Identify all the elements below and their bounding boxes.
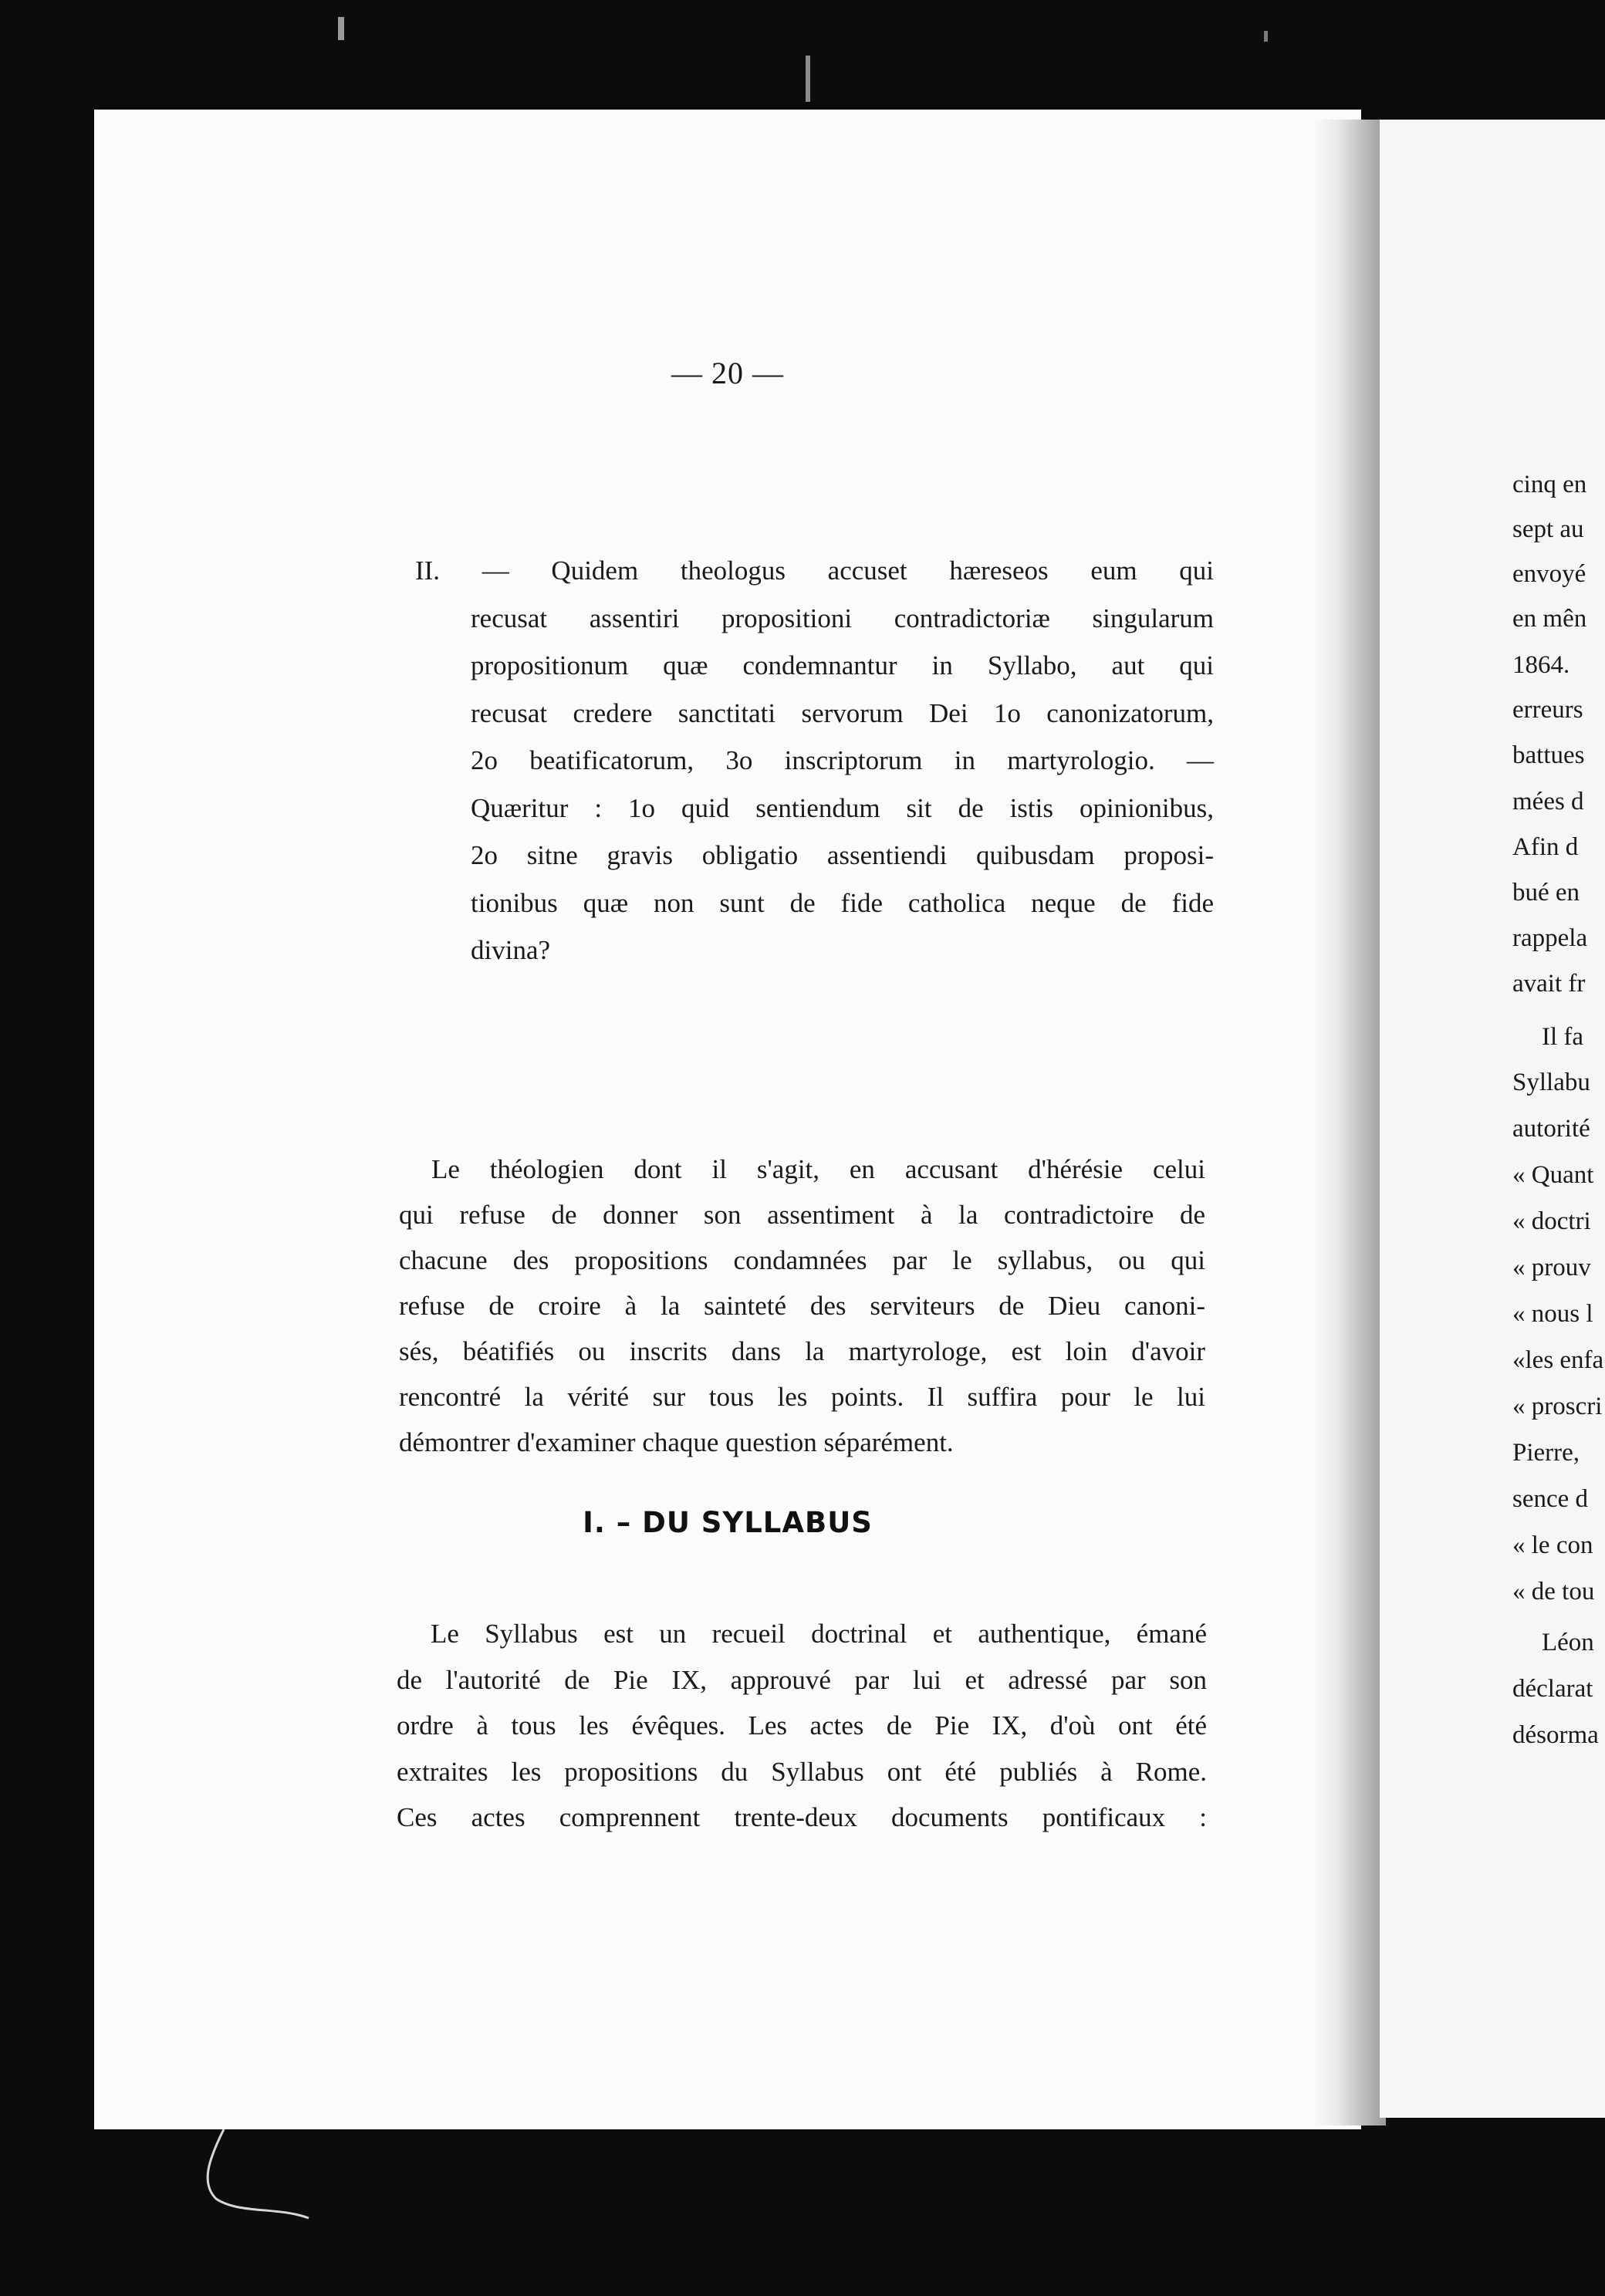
text-line: bué en (1512, 879, 1580, 907)
french-paragraph (399, 1146, 1205, 1465)
text-line: envoyé (1512, 560, 1586, 588)
text-line: rencontré la vérité sur tous les points. Il suffira pour le lui (399, 1382, 1205, 1412)
text-line: divina? (471, 935, 551, 965)
text-line: Ces actes comprennent trente-deux documents pontificaux : (397, 1802, 1207, 1832)
text-line: Le théologien dont il s'agit, en accusant d'hérésie celui (431, 1154, 1205, 1184)
text-line: Le Syllabus est un recueil doctrinal et authentique, émané (431, 1619, 1207, 1649)
text-line: battues (1512, 741, 1585, 769)
film-speck (1264, 31, 1268, 42)
latin-paragraph (415, 547, 1214, 974)
page-gutter-shadow (1312, 120, 1386, 2125)
text-line: « prouv (1512, 1254, 1591, 1281)
text-line: 1864. (1512, 651, 1570, 679)
text-line: erreurs (1512, 696, 1583, 724)
text-line: cinq en (1512, 471, 1587, 498)
text-line: Afin d (1512, 833, 1579, 861)
text-line: ordre à tous les évêques. Les actes de Pie IX, d'où ont été (397, 1710, 1207, 1741)
film-speck (338, 17, 344, 40)
text-line: II. — Quidem theologus accuset hæreseos eum qui (415, 555, 1214, 586)
text-line: Pierre, (1512, 1439, 1580, 1467)
text-line: Il fa (1542, 1023, 1584, 1051)
text-line: rappela (1512, 924, 1588, 952)
syllabus-paragraph (397, 1611, 1207, 1841)
text-line: sés, béatifiés ou inscrits dans la martyrologe, est loin d'avoir (399, 1336, 1205, 1366)
text-line: Léon (1542, 1629, 1594, 1656)
text-line: sept au (1512, 515, 1584, 543)
text-line: « de tou (1512, 1578, 1595, 1606)
text-line: propositionum quæ condemnantur in Syllabo, aut qui (471, 650, 1214, 680)
text-line: tionibus quæ non sunt de fide catholica neque de fide (471, 887, 1214, 918)
text-line: « nous l (1512, 1300, 1593, 1328)
text-line: «les enfa (1512, 1346, 1604, 1374)
text-line: 2o sitne gravis obligatio assentiendi quibusdam proposi- (471, 840, 1214, 870)
text-line: extraites les propositions du Syllabus ont été publiés à Rome. (397, 1756, 1207, 1787)
text-line: Syllabu (1512, 1069, 1590, 1096)
text-line: « Quant (1512, 1161, 1594, 1189)
text-line: en mên (1512, 605, 1587, 633)
thread-artifact (193, 2129, 332, 2222)
text-line: avait fr (1512, 970, 1586, 998)
text-line: sence d (1512, 1485, 1589, 1513)
text-line: démontrer d'examiner chaque question séparément. (399, 1427, 954, 1457)
text-line: mées d (1512, 788, 1584, 815)
text-line: chacune des propositions condamnées par le syllabus, ou qui (399, 1245, 1205, 1275)
text-line: recusat assentiri propositioni contradictoriæ singularum (471, 603, 1214, 633)
text-line: « doctri (1512, 1207, 1591, 1235)
text-line: de l'autorité de Pie IX, approuvé par lui et adressé par son (397, 1664, 1207, 1695)
page-number: — 20 — (671, 356, 784, 390)
text-line: déclarat (1512, 1675, 1593, 1703)
text-line: désorma (1512, 1721, 1599, 1749)
left-page (94, 110, 1361, 2129)
text-line: « proscri (1512, 1393, 1603, 1420)
text-line: qui refuse de donner son assentiment à la contradictoire de (399, 1200, 1205, 1230)
text-line: Quæritur : 1o quid sentiendum sit de istis opinionibus, (471, 792, 1214, 823)
film-speck (806, 56, 810, 102)
section-heading: I. – DU SYLLABUS (583, 1506, 873, 1539)
text-line: recusat credere sanctitati servorum Dei 1o canonizatorum, (471, 697, 1214, 728)
text-line: autorité (1512, 1115, 1590, 1143)
right-page-fragment (1380, 120, 1605, 2118)
text-line: refuse de croire à la sainteté des serviteurs de Dieu canoni- (399, 1291, 1205, 1321)
text-line: 2o beatificatorum, 3o inscriptorum in martyrologio. — (471, 745, 1214, 775)
text-line: « le con (1512, 1531, 1593, 1559)
